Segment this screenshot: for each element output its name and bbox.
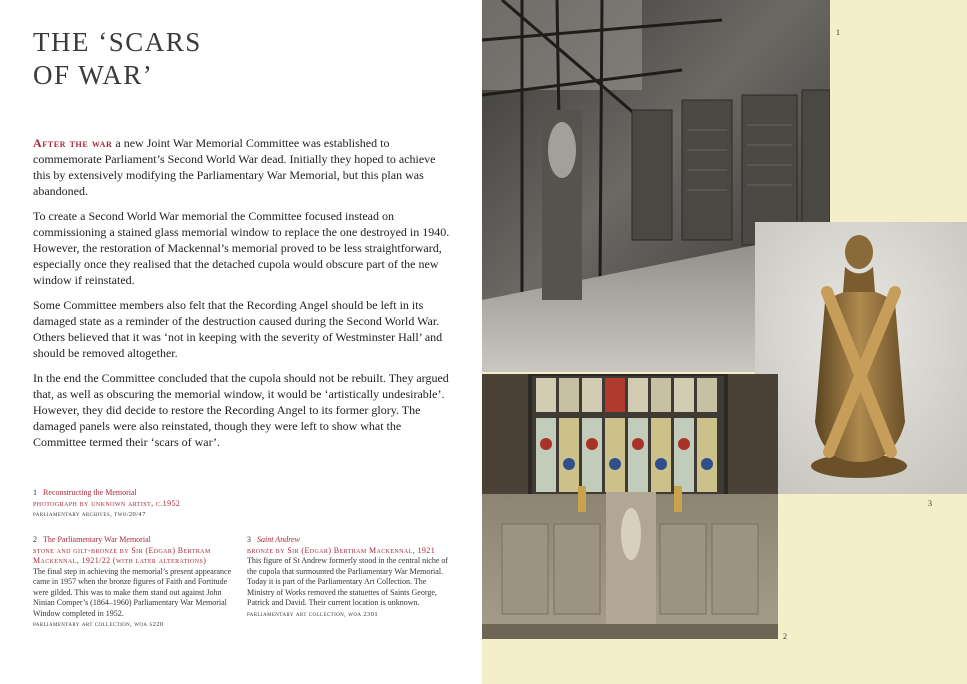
- title-line-2: OF WAR’: [33, 60, 154, 90]
- photo-parliamentary-war-memorial: [482, 374, 778, 639]
- paragraph-2: To create a Second World War memorial the Committee focused instead on commissioning a stained glass memorial window to replace the one destroyed in 1940. However, the restoration of Mackennal’s memorial proved to be less straightforward, especially once they realised that the detached cupola would obscure part of the new window if reinstated.: [33, 209, 450, 287]
- caption-2-title-line: [33, 535, 238, 546]
- caption-3-title: Saint Andrew: [257, 535, 300, 544]
- figure-number-2: 2: [783, 632, 787, 641]
- caption-1-title-line: [33, 488, 243, 499]
- caption-2-number: 2: [33, 535, 37, 544]
- photo-2-image: [482, 374, 778, 639]
- caption-3-number: 3: [247, 535, 251, 544]
- caption-1-medium: photograph by unknown artist, c.1952: [33, 498, 181, 508]
- paragraph-3: Some Committee members also felt that the Recording Angel should be left in its damaged state as a reminder of the destruction caused during the Second World War. Others believed that it was ‘not in keeping with the severity of Westminster Hall’ and should be removed altogether.: [33, 298, 443, 360]
- caption-2-medium: stone and gilt-bronze by Sir (Edgar) Bertram Mackennal, 1921/22 (with later alterations): [33, 545, 211, 565]
- caption-3-source: parliamentary art collection, woa 2301: [247, 610, 378, 618]
- caption-2-text: The final step in achieving the memorial’s present appearance came in 1957 when the bronze figures of Faith and Fortitude were gilded. This was to make them stand out against John Ninian Comper’s (1864–1960) Parliamentary War Memorial Window completed in 1952.: [33, 566, 232, 618]
- title-line-1: THE ‘SCARS: [33, 27, 202, 57]
- caption-3-text: This figure of St Andrew formerly stood in the central niche of the cupola that surmounted the Parliamentary War Memorial. Today it is part of the Parliamentary Art Collection. The Ministry of Works removed the statuettes of Saints George, Patrick and David. Their current location is unknown.: [247, 556, 449, 607]
- left-page: [0, 0, 482, 684]
- caption-3: [247, 535, 455, 620]
- figure-number-1: 1: [836, 28, 840, 37]
- caption-2-title: The Parliamentary War Memorial: [43, 535, 151, 544]
- page-title: [33, 26, 202, 92]
- photo-saint-andrew: [755, 222, 967, 494]
- caption-3-title-line: [247, 535, 455, 546]
- photo-3-image: [755, 222, 967, 494]
- body-text: [33, 135, 453, 459]
- caption-1-source: parliamentary archives, two/20/47: [33, 511, 146, 518]
- caption-1-number: 1: [33, 488, 37, 497]
- paragraph-1: [33, 135, 453, 199]
- caption-1-title: Reconstructing the Memorial: [43, 488, 137, 497]
- lead-in: After the war: [33, 136, 113, 150]
- caption-2-source: parliamentary art collection, woa s220: [33, 621, 164, 628]
- caption-3-medium: bronze by Sir (Edgar) Bertram Mackennal, 1921: [247, 545, 436, 555]
- caption-2: [33, 535, 238, 631]
- caption-1: [33, 488, 243, 521]
- paragraph-4: In the end the Committee concluded that the cupola should not be rebuilt. They argued that, as well as obscuring the memorial window, it would be ‘artistically undesirable’. However, they did decide to restore the Recording Angel to its former glory. The damaged panels were also reinstated, though they were left to show what the Committee termed their ‘scars of war’.: [33, 371, 449, 449]
- paragraph-1-text: a new Joint War Memorial Committee was established to commemorate Parliament’s Second World War dead. Initially they hoped to achieve this by extensively modifying the Parliamentary War Memorial, but this plan was abandoned.: [33, 136, 436, 198]
- stained-glass-window: [532, 376, 724, 494]
- figure-number-3: 3: [928, 499, 932, 508]
